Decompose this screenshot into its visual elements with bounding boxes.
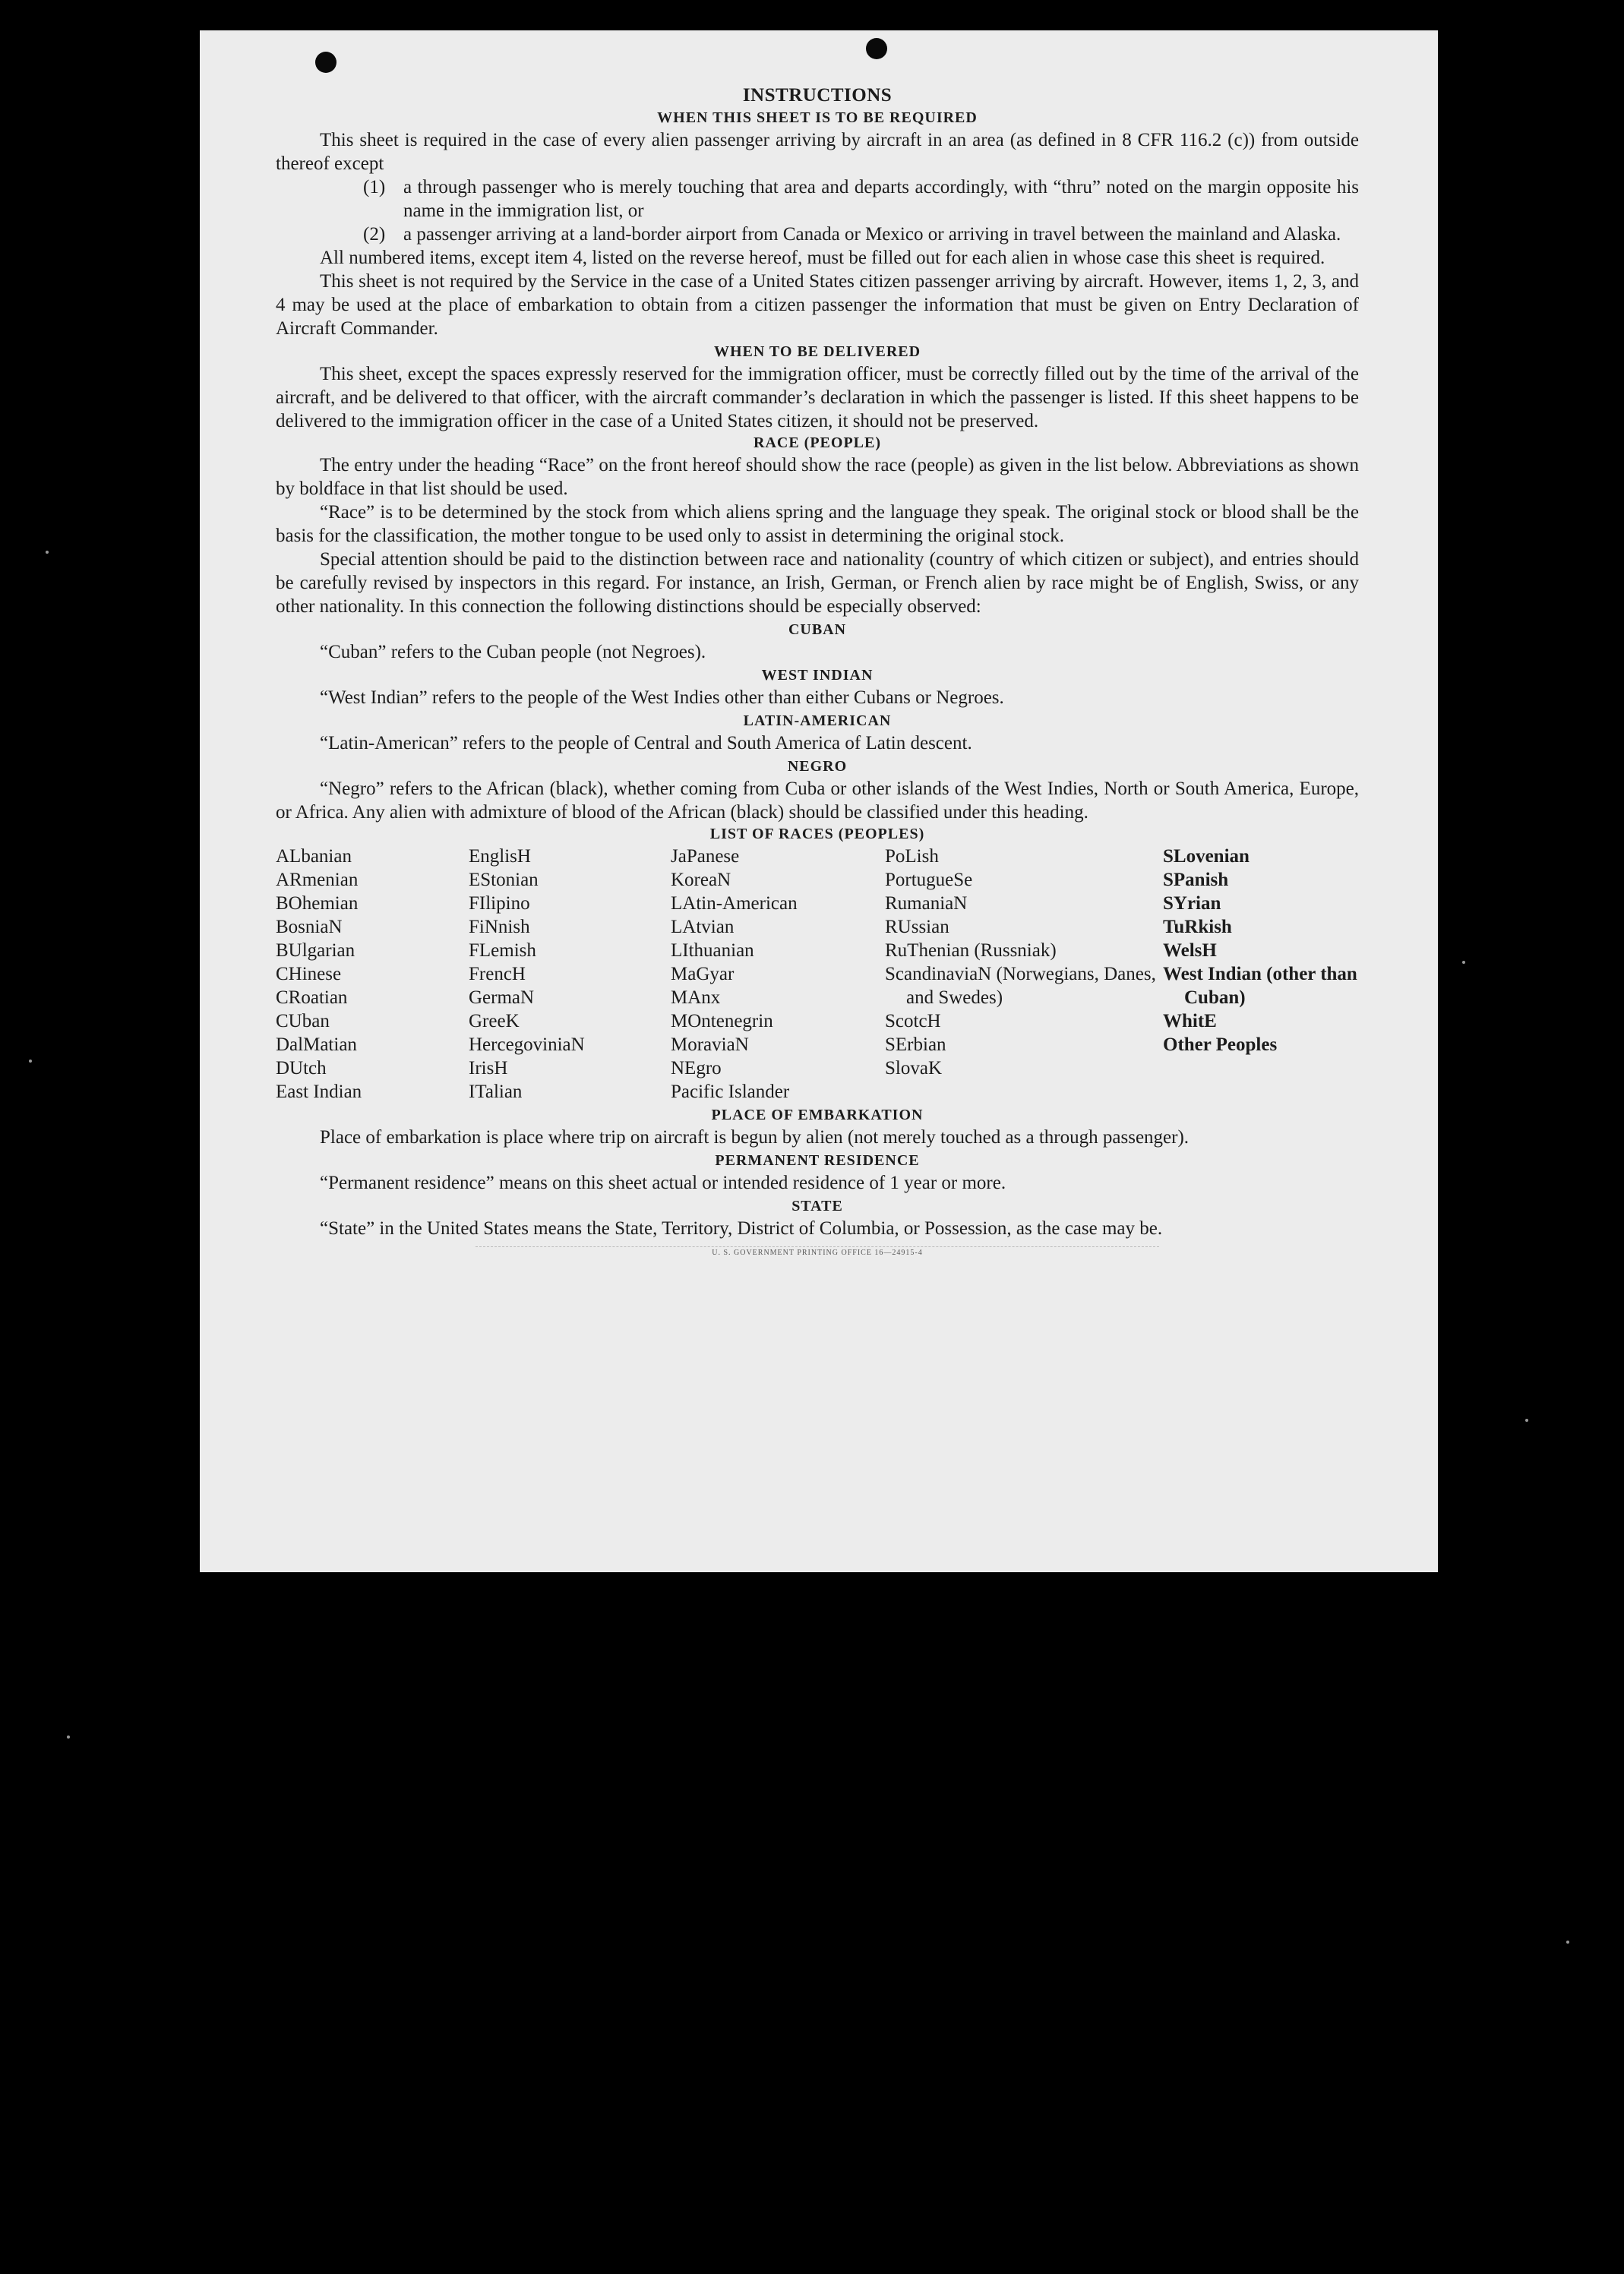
scan-speck: [1525, 1419, 1528, 1422]
race-entry: MaGyar: [671, 964, 735, 984]
section-when-delivered: [276, 343, 1359, 433]
race-entry: EStonian: [469, 870, 539, 890]
race-entry: MoraviaN: [671, 1034, 749, 1055]
section-heading: RACE (PEOPLE): [754, 434, 881, 451]
races-column-2: [469, 845, 671, 1104]
race-entry: MOntenegrin: [671, 1011, 773, 1031]
scan-speck: [1462, 961, 1465, 964]
race-entry: FrencH: [469, 964, 526, 984]
paragraph: “Race” is to be determined by the stock from which aliens spring and the language they speak. The original stock or blood shall be the basis for the classification, the mother tongue to be used only to assist in determining the original stock.: [276, 502, 1359, 546]
race-entry: Other Peoples: [1163, 1034, 1278, 1055]
section-state: [276, 1198, 1359, 1240]
race-entry: West Indian (other than Cuban): [1163, 964, 1357, 1008]
section-west-indian: [276, 667, 1359, 709]
race-entry: JaPanese: [671, 846, 740, 867]
race-entry: LIthuanian: [671, 940, 754, 961]
section-latin-american: [276, 712, 1359, 755]
race-entry: GermaN: [469, 987, 535, 1008]
punch-hole: [315, 52, 336, 73]
race-entry: ScotcH: [885, 1011, 941, 1031]
section-races-list: [276, 826, 1359, 1104]
section-heading: LIST OF RACES (PEOPLES): [709, 826, 925, 842]
section-negro: [276, 758, 1359, 824]
race-entry: RuThenian (Russniak): [885, 940, 1057, 961]
section-heading: NEGRO: [787, 758, 848, 775]
section-heading: PERMANENT RESIDENCE: [715, 1152, 920, 1169]
race-entry: BUlgarian: [276, 940, 355, 961]
race-entry: CHinese: [276, 964, 342, 984]
scan-speck: [46, 551, 49, 554]
race-entry: NEgro: [671, 1058, 722, 1079]
race-entry: ALbanian: [276, 846, 352, 867]
section-heading: LATIN-AMERICAN: [743, 712, 892, 729]
paragraph: This sheet is required in the case of every alien passenger arriving by aircraft in an area (as defined in 8 CFR 116.2 (c)) from outside thereof except: [276, 130, 1359, 174]
section-heading: CUBAN: [788, 621, 847, 638]
section-heading: PLACE OF EMBARKATION: [711, 1107, 924, 1123]
race-entry: SlovaK: [885, 1058, 942, 1079]
paragraph: “Permanent residence” means on this sheet actual or intended residence of 1 year or more.: [320, 1173, 1006, 1193]
scan-speck: [1566, 1941, 1569, 1944]
race-entry: RUssian: [885, 917, 949, 937]
race-entry: East Indian: [276, 1082, 362, 1102]
races-column-5: [1163, 845, 1359, 1104]
race-entry: Pacific Islander: [671, 1082, 790, 1102]
races-table: [276, 845, 1359, 1104]
section-when-required: [276, 109, 1359, 340]
punch-hole: [866, 38, 887, 59]
section-race: [276, 434, 1359, 618]
scan-speck: [67, 1736, 70, 1739]
paragraph: This sheet is not required by the Service in the case of a United States citizen passenger arriving by aircraft. However, items 1, 2, 3, and 4 may be used at the place of embarkation to obtain from a citizen passenger the information that must be given on Entry Declaration of Aircraft Commander.: [276, 271, 1359, 339]
race-entry: RumaniaN: [885, 893, 968, 914]
paragraph: “West Indian” refers to the people of the West Indies other than either Cubans or Negroes.: [320, 687, 1004, 708]
paragraph: The entry under the heading “Race” on the front hereof should show the race (people) as given in the list below. Abbreviations as shown by boldface in that list should be used.: [276, 455, 1359, 499]
paragraph: All numbered items, except item 4, listed on the reverse hereof, must be filled out for each alien in whose case this sheet is required.: [320, 248, 1325, 268]
section-embarkation: [276, 1107, 1359, 1149]
item-text: a passenger arriving at a land-border airport from Canada or Mexico or arriving in travel between the mainland and Alaska.: [403, 224, 1341, 245]
paragraph: “Negro” refers to the African (black), whether coming from Cuba or other islands of the West Indies, North or South America, Europe, or Africa. Any alien with admixture of blood of the African (black) should be classified under this heading.: [276, 779, 1359, 823]
paragraph: “State” in the United States means the State, Territory, District of Columbia, or Possession, as the case may be.: [320, 1218, 1163, 1239]
race-entry: WelsH: [1163, 940, 1217, 961]
races-column-4: [885, 845, 1163, 1104]
page-title: INSTRUCTIONS: [742, 85, 893, 106]
races-column-1: [276, 845, 469, 1104]
paragraph: “Latin-American” refers to the people of Central and South America of Latin descent.: [320, 733, 972, 753]
exception-list: [363, 175, 1359, 246]
item-number: (2): [363, 224, 386, 245]
race-entry: HercegoviniaN: [469, 1034, 585, 1055]
race-entry: BosniaN: [276, 917, 343, 937]
race-entry: DalMatian: [276, 1034, 357, 1055]
item-text: a through passenger who is merely touching that area and departs accordingly, with “thru” noted on the margin opposite his name in the immigration list, or: [403, 177, 1359, 221]
race-entry: FiNnish: [469, 917, 530, 937]
paragraph: “Cuban” refers to the Cuban people (not Negroes).: [320, 642, 706, 662]
item-number: (1): [363, 177, 386, 197]
printer-imprint: U. S. GOVERNMENT PRINTING OFFICE 16—24915-4: [476, 1246, 1159, 1257]
race-entry: DUtch: [276, 1058, 327, 1079]
section-cuban: [276, 621, 1359, 664]
race-entry: CRoatian: [276, 987, 348, 1008]
scan-speck: [29, 1060, 32, 1063]
race-entry: KoreaN: [671, 870, 731, 890]
section-residence: [276, 1152, 1359, 1195]
race-entry: ARmenian: [276, 870, 359, 890]
race-entry: WhitE: [1163, 1011, 1217, 1031]
list-item: [363, 175, 1359, 223]
section-heading: WEST INDIAN: [761, 667, 874, 684]
instruction-sheet: [200, 30, 1438, 1572]
section-heading: WHEN TO BE DELIVERED: [713, 343, 921, 360]
race-entry: IrisH: [469, 1058, 508, 1079]
paragraph: This sheet, except the spaces expressly reserved for the immigration officer, must be correctly filled out by the time of the arrival of the aircraft, and be delivered to that officer, with the aircraft commander’s declaration in which the passenger is listed. If this sheet happens to be delivered to the immigration officer in the case of a United States citizen, it should not be preserved.: [276, 364, 1359, 431]
race-entry: PortugueSe: [885, 870, 973, 890]
race-entry: CUban: [276, 1011, 330, 1031]
race-entry: ITalian: [469, 1082, 523, 1102]
race-entry: LAtvian: [671, 917, 735, 937]
race-entry: TuRkish: [1163, 917, 1232, 937]
race-entry: FIlipino: [469, 893, 530, 914]
race-entry: SPanish: [1163, 870, 1229, 890]
section-heading: STATE: [791, 1198, 843, 1214]
races-column-3: [671, 845, 885, 1104]
list-item: [363, 223, 1359, 246]
race-entry: MAnx: [671, 987, 721, 1008]
race-entry: EnglisH: [469, 846, 531, 867]
race-entry: FLemish: [469, 940, 536, 961]
race-entry: BOhemian: [276, 893, 359, 914]
race-entry: SYrian: [1163, 893, 1221, 914]
paragraph: Special attention should be paid to the distinction between race and nationality (country of which citizen or subject), and entries should be carefully revised by inspectors in this regard. For instance, an Irish, German, or French alien by race might be of English, Swiss, or any other nationality. In this connection the following distinctions should be especially observed:: [276, 549, 1359, 617]
race-entry: GreeK: [469, 1011, 520, 1031]
race-entry: SErbian: [885, 1034, 946, 1055]
race-entry: PoLish: [885, 846, 939, 867]
race-entry: ScandinaviaN (Norwegians, Danes, and Swedes): [885, 964, 1156, 1008]
section-heading: WHEN THIS SHEET IS TO BE REQUIRED: [657, 109, 978, 126]
paragraph: Place of embarkation is place where trip on aircraft is begun by alien (not merely touched as a through passenger).: [320, 1127, 1190, 1148]
race-entry: SLovenian: [1163, 846, 1250, 867]
race-entry: LAtin-American: [671, 893, 798, 914]
